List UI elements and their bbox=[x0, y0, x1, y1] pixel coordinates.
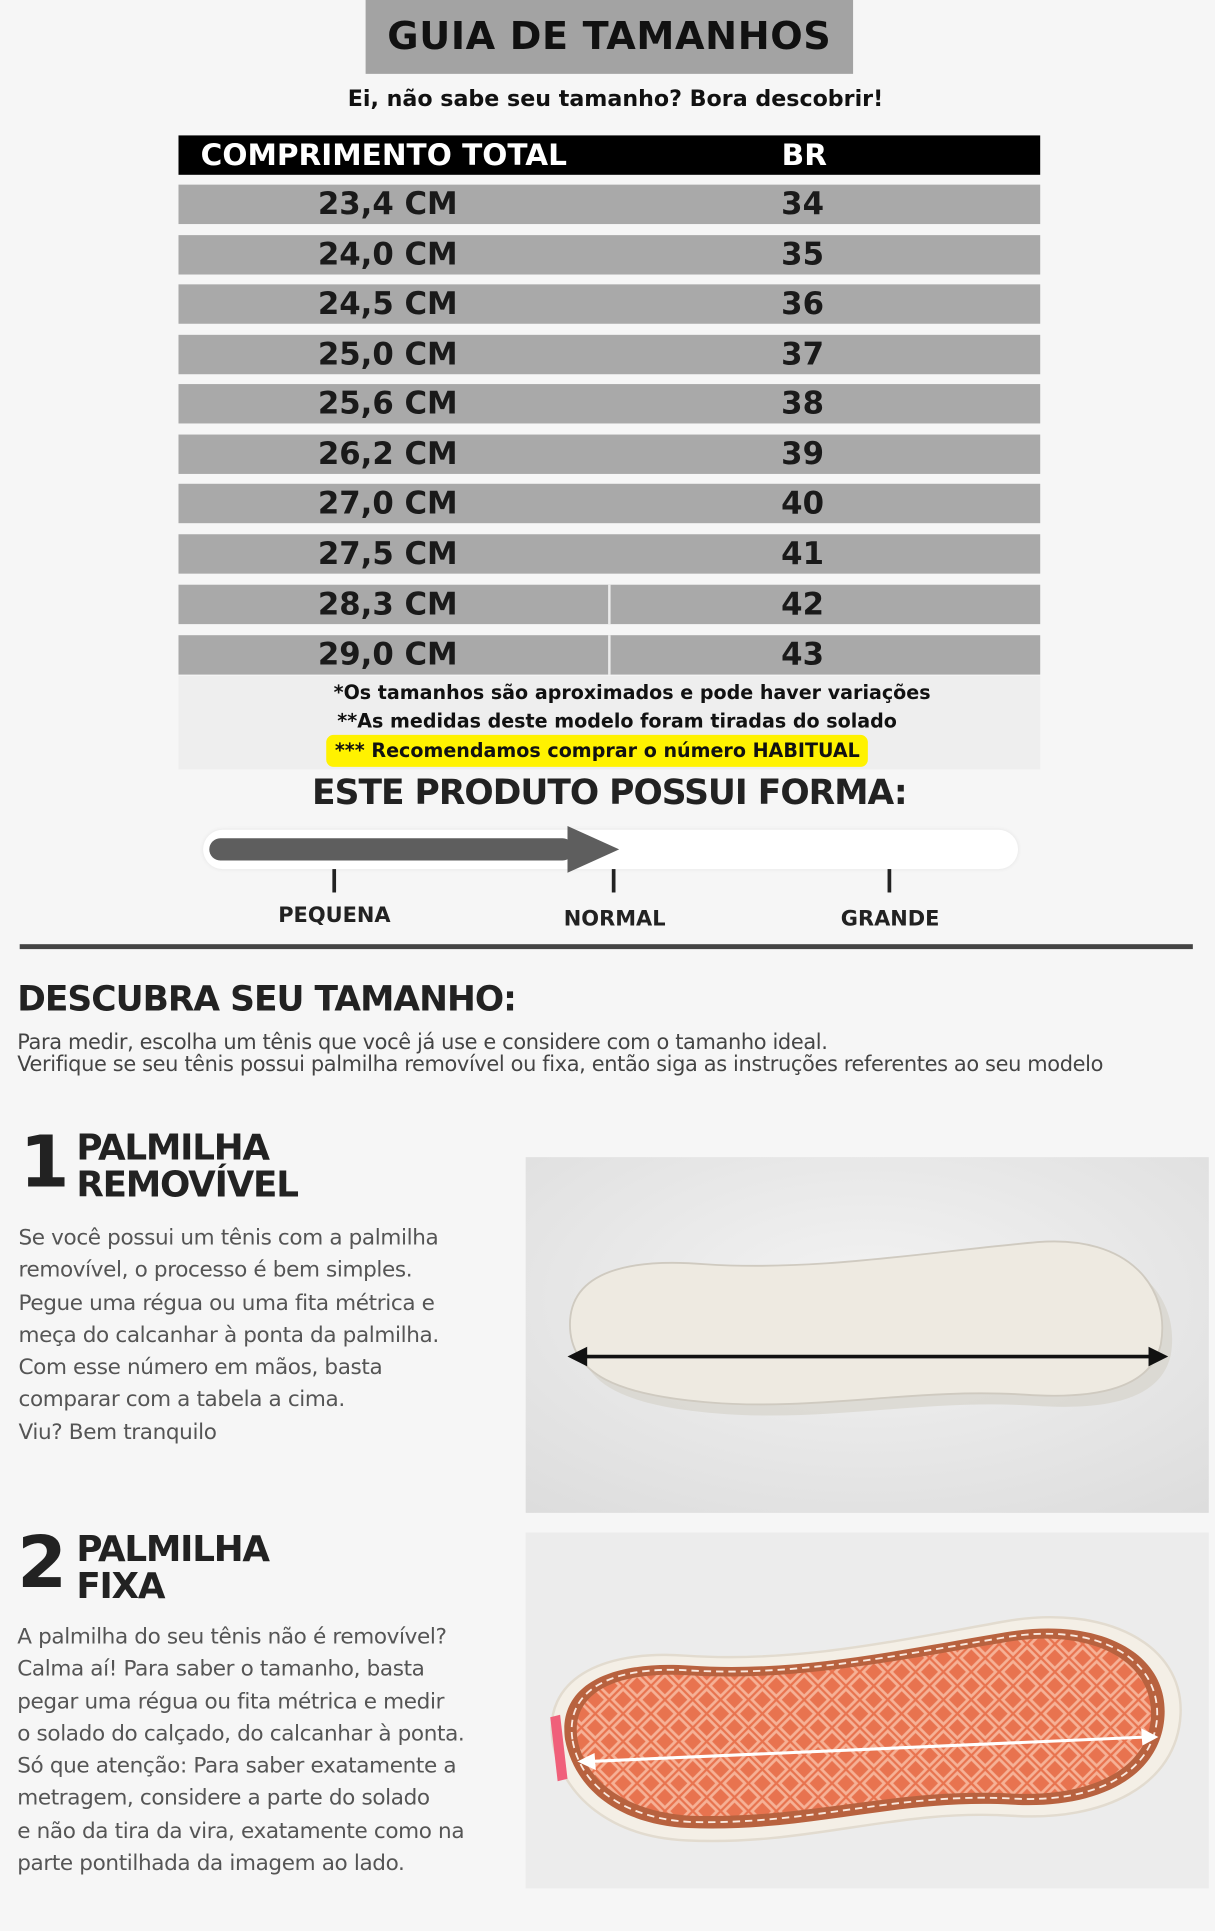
row-br: 38 bbox=[781, 385, 825, 422]
text-line: comparar com a tabela a cima. bbox=[18, 1387, 345, 1413]
title-banner bbox=[366, 0, 853, 74]
text-line: e não da tira da vira, exatamente como na bbox=[17, 1819, 465, 1844]
text-line: Se você possui um tênis com a palmilha bbox=[18, 1226, 439, 1251]
subtitle: Ei, não sabe seu tamanho? Bora descobrir! bbox=[347, 86, 884, 113]
size-table-header bbox=[178, 135, 1040, 174]
row-length: 28,3 CM bbox=[317, 585, 458, 622]
section1-title bbox=[76, 1126, 298, 1206]
fixed-insole-sole-photo bbox=[526, 1533, 1209, 1889]
row-length: 24,5 CM bbox=[317, 285, 458, 322]
removable-insole-photo bbox=[526, 1157, 1209, 1513]
intro-line-2: Verifique se seu tênis possui palmilha removível ou fixa, então siga as instruções referentes ao seu modelo bbox=[17, 1052, 1104, 1078]
label-grande: GRANDE bbox=[840, 907, 940, 932]
arrow-head-icon bbox=[567, 826, 619, 873]
row-br: 34 bbox=[781, 185, 825, 222]
row-br: 42 bbox=[781, 585, 825, 622]
size-table-body bbox=[178, 185, 1040, 677]
page-title: GUIA DE TAMANHOS bbox=[387, 14, 832, 60]
table-row bbox=[178, 435, 1040, 474]
section-divider bbox=[20, 944, 1193, 949]
step-number-2: 2 bbox=[17, 1520, 67, 1604]
table-row bbox=[178, 284, 1040, 323]
text-line: parte pontilhada da imagem ao lado. bbox=[17, 1851, 405, 1877]
label-pequena: PEQUENA bbox=[278, 903, 391, 929]
text-line: removível, o processo é bem simples. bbox=[18, 1258, 413, 1284]
row-br: 35 bbox=[781, 236, 825, 273]
note-sole: **As medidas deste modelo foram tiradas do solado bbox=[337, 710, 897, 733]
row-length: 29,0 CM bbox=[317, 636, 458, 673]
text-line: metragem, considere a parte do solado bbox=[17, 1786, 430, 1812]
table-row bbox=[178, 534, 1040, 573]
header-br: BR bbox=[781, 137, 827, 173]
tick-normal bbox=[612, 869, 616, 892]
descubra-title: DESCUBRA SEU TAMANHO: bbox=[17, 978, 516, 1020]
row-br: 39 bbox=[781, 435, 825, 472]
text-line: o solado do calçado, do calcanhar à ponta. bbox=[17, 1722, 465, 1747]
row-br: 41 bbox=[781, 535, 825, 572]
row-length: 23,4 CM bbox=[317, 185, 458, 222]
tick-grande bbox=[888, 869, 892, 892]
forma-title: ESTE PRODUTO POSSUI FORMA: bbox=[312, 771, 907, 813]
section2-title-line1: PALMILHA bbox=[76, 1527, 269, 1570]
text-line: Viu? Bem tranquilo bbox=[18, 1420, 217, 1445]
row-length: 26,2 CM bbox=[317, 435, 458, 472]
sole-illustration bbox=[526, 1533, 1209, 1889]
table-row bbox=[178, 484, 1040, 523]
intro-line-1: Para medir, escolha um tênis que você já use e considere com o tamanho ideal. bbox=[17, 1030, 828, 1055]
row-length: 24,0 CM bbox=[317, 236, 458, 273]
descubra-intro bbox=[17, 1032, 1103, 1076]
section1-text bbox=[18, 1222, 438, 1449]
row-br: 36 bbox=[781, 285, 825, 322]
fit-scale-fill bbox=[209, 838, 573, 860]
text-line: pegar uma régua ou fita métrica e medir bbox=[17, 1689, 445, 1715]
row-length: 25,0 CM bbox=[317, 336, 458, 372]
section1-title-line2: REMOVÍVEL bbox=[76, 1163, 298, 1206]
table-row bbox=[178, 635, 1040, 674]
note-approximate: *Os tamanhos são aproximados e pode haver variações bbox=[333, 681, 931, 705]
table-row bbox=[178, 335, 1040, 374]
label-normal: NORMAL bbox=[563, 907, 666, 932]
text-line: Pegue uma régua ou uma fita métrica e bbox=[18, 1290, 435, 1316]
tick-pequena bbox=[332, 869, 336, 892]
row-br: 37 bbox=[781, 336, 825, 372]
text-line: meça do calcanhar à ponta da palmilha. bbox=[18, 1323, 439, 1348]
header-length: COMPRIMENTO TOTAL bbox=[200, 137, 567, 173]
table-row bbox=[178, 235, 1040, 274]
table-row bbox=[178, 384, 1040, 423]
insole-illustration bbox=[526, 1157, 1209, 1513]
row-br: 40 bbox=[781, 485, 825, 521]
text-line: Calma aí! Para saber o tamanho, basta bbox=[17, 1657, 425, 1682]
row-length: 27,0 CM bbox=[317, 485, 458, 521]
note-recommendation-highlight: *** Recomendamos comprar o número HABITUAL bbox=[326, 735, 868, 767]
text-line: A palmilha do seu tênis não é removível? bbox=[17, 1624, 447, 1650]
text-line: Só que atenção: Para saber exatamente a bbox=[17, 1754, 457, 1780]
section2-text bbox=[17, 1621, 464, 1880]
table-row bbox=[178, 185, 1040, 224]
row-length: 27,5 CM bbox=[317, 535, 458, 572]
section2-title-line2: FIXA bbox=[76, 1564, 165, 1607]
row-length: 25,6 CM bbox=[317, 385, 458, 422]
section2-title bbox=[76, 1527, 269, 1607]
step-number-1: 1 bbox=[19, 1120, 70, 1204]
section1-title-line1: PALMILHA bbox=[76, 1126, 269, 1169]
text-line: Com esse número em mãos, basta bbox=[18, 1355, 383, 1381]
table-row bbox=[178, 585, 1040, 624]
row-br: 43 bbox=[781, 636, 825, 673]
